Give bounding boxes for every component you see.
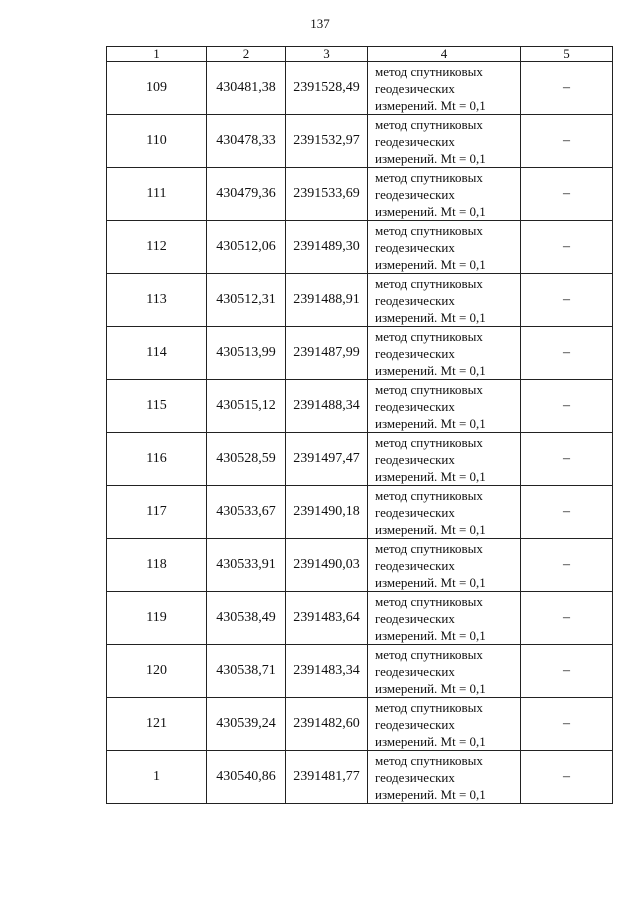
method-text-line: измерений. Mt = 0,1 xyxy=(375,733,486,749)
method-text-line: метод спутниковых xyxy=(375,328,483,344)
point-number-cell: 118 xyxy=(107,539,207,592)
table-row xyxy=(107,645,613,698)
point-number-cell: 116 xyxy=(107,433,207,486)
note-cell xyxy=(521,539,613,592)
x-coordinate-cell: 430479,36 xyxy=(207,168,286,221)
table-row xyxy=(107,168,613,221)
y-coordinate-cell: 2391483,64 xyxy=(286,592,368,645)
point-number-cell: 119 xyxy=(107,592,207,645)
x-coordinate-cell: 430533,91 xyxy=(207,539,286,592)
x-coordinate-cell: 430512,06 xyxy=(207,221,286,274)
method-cell xyxy=(368,592,521,645)
method-cell xyxy=(368,698,521,751)
point-number-cell: 110 xyxy=(107,115,207,168)
note-dash: – xyxy=(563,292,570,307)
note-cell xyxy=(521,62,613,115)
method-text-line: геодезических xyxy=(375,345,455,361)
note-cell xyxy=(521,115,613,168)
column-header: 1 xyxy=(107,47,207,62)
method-text-line: геодезических xyxy=(375,80,455,96)
method-text-line: измерений. Mt = 0,1 xyxy=(375,627,486,643)
note-cell xyxy=(521,327,613,380)
note-cell xyxy=(521,645,613,698)
note-cell xyxy=(521,698,613,751)
method-text-line: измерений. Mt = 0,1 xyxy=(375,574,486,590)
note-cell xyxy=(521,380,613,433)
y-coordinate-cell: 2391532,97 xyxy=(286,115,368,168)
y-coordinate-cell: 2391490,18 xyxy=(286,486,368,539)
method-cell xyxy=(368,168,521,221)
note-dash: – xyxy=(563,451,570,466)
method-text-line: геодезических xyxy=(375,610,455,626)
column-header: 4 xyxy=(368,47,521,62)
y-coordinate-cell: 2391528,49 xyxy=(286,62,368,115)
note-cell xyxy=(521,592,613,645)
method-text-line: метод спутниковых xyxy=(375,169,483,185)
note-dash: – xyxy=(563,663,570,678)
point-number-cell: 120 xyxy=(107,645,207,698)
x-coordinate-cell: 430538,49 xyxy=(207,592,286,645)
method-text-line: геодезических xyxy=(375,239,455,255)
method-text-line: измерений. Mt = 0,1 xyxy=(375,468,486,484)
method-text-line: измерений. Mt = 0,1 xyxy=(375,680,486,696)
point-number-cell: 109 xyxy=(107,62,207,115)
y-coordinate-cell: 2391533,69 xyxy=(286,168,368,221)
table-row xyxy=(107,115,613,168)
y-coordinate-cell: 2391482,60 xyxy=(286,698,368,751)
method-text-line: измерений. Mt = 0,1 xyxy=(375,97,486,113)
table-row xyxy=(107,327,613,380)
note-cell xyxy=(521,168,613,221)
note-dash: – xyxy=(563,769,570,784)
method-text-line: измерений. Mt = 0,1 xyxy=(375,786,486,802)
note-cell xyxy=(521,751,613,804)
x-coordinate-cell: 430539,24 xyxy=(207,698,286,751)
table-row xyxy=(107,486,613,539)
method-text-line: измерений. Mt = 0,1 xyxy=(375,362,486,378)
method-cell xyxy=(368,115,521,168)
column-header: 2 xyxy=(207,47,286,62)
method-text-line: метод спутниковых xyxy=(375,63,483,79)
point-number-cell: 113 xyxy=(107,274,207,327)
note-cell xyxy=(521,274,613,327)
coordinates-table xyxy=(106,46,613,804)
method-cell xyxy=(368,327,521,380)
method-cell xyxy=(368,221,521,274)
method-cell xyxy=(368,433,521,486)
x-coordinate-cell: 430533,67 xyxy=(207,486,286,539)
method-text-line: измерений. Mt = 0,1 xyxy=(375,415,486,431)
table-row xyxy=(107,592,613,645)
note-dash: – xyxy=(563,133,570,148)
method-text-line: геодезических xyxy=(375,557,455,573)
y-coordinate-cell: 2391483,34 xyxy=(286,645,368,698)
method-text-line: геодезических xyxy=(375,398,455,414)
note-cell xyxy=(521,433,613,486)
note-dash: – xyxy=(563,345,570,360)
method-text-line: измерений. Mt = 0,1 xyxy=(375,256,486,272)
table-row xyxy=(107,274,613,327)
method-cell xyxy=(368,62,521,115)
point-number-cell: 114 xyxy=(107,327,207,380)
note-cell xyxy=(521,486,613,539)
point-number-cell: 115 xyxy=(107,380,207,433)
method-text-line: метод спутниковых xyxy=(375,752,483,768)
method-text-line: метод спутниковых xyxy=(375,434,483,450)
y-coordinate-cell: 2391497,47 xyxy=(286,433,368,486)
x-coordinate-cell: 430478,33 xyxy=(207,115,286,168)
method-cell xyxy=(368,751,521,804)
note-dash: – xyxy=(563,186,570,201)
method-text-line: геодезических xyxy=(375,504,455,520)
method-text-line: метод спутниковых xyxy=(375,381,483,397)
y-coordinate-cell: 2391487,99 xyxy=(286,327,368,380)
method-text-line: метод спутниковых xyxy=(375,646,483,662)
note-dash: – xyxy=(563,80,570,95)
method-text-line: метод спутниковых xyxy=(375,487,483,503)
x-coordinate-cell: 430512,31 xyxy=(207,274,286,327)
y-coordinate-cell: 2391488,91 xyxy=(286,274,368,327)
x-coordinate-cell: 430515,12 xyxy=(207,380,286,433)
note-dash: – xyxy=(563,716,570,731)
point-number-cell: 117 xyxy=(107,486,207,539)
method-cell xyxy=(368,539,521,592)
x-coordinate-cell: 430540,86 xyxy=(207,751,286,804)
x-coordinate-cell: 430481,38 xyxy=(207,62,286,115)
point-number-cell: 111 xyxy=(107,168,207,221)
x-coordinate-cell: 430538,71 xyxy=(207,645,286,698)
table-row xyxy=(107,380,613,433)
method-text-line: измерений. Mt = 0,1 xyxy=(375,521,486,537)
point-number-cell: 112 xyxy=(107,221,207,274)
method-text-line: измерений. Mt = 0,1 xyxy=(375,150,486,166)
method-text-line: геодезических xyxy=(375,186,455,202)
y-coordinate-cell: 2391488,34 xyxy=(286,380,368,433)
y-coordinate-cell: 2391489,30 xyxy=(286,221,368,274)
table-row xyxy=(107,221,613,274)
point-number-cell: 121 xyxy=(107,698,207,751)
method-text-line: метод спутниковых xyxy=(375,699,483,715)
note-dash: – xyxy=(563,239,570,254)
method-text-line: геодезических xyxy=(375,716,455,732)
page-number: 137 xyxy=(310,16,330,31)
method-cell xyxy=(368,645,521,698)
x-coordinate-cell: 430513,99 xyxy=(207,327,286,380)
method-text-line: геодезических xyxy=(375,769,455,785)
method-text-line: геодезических xyxy=(375,663,455,679)
method-text-line: метод спутниковых xyxy=(375,116,483,132)
method-text-line: геодезических xyxy=(375,292,455,308)
method-text-line: геодезических xyxy=(375,133,455,149)
table-header-row xyxy=(107,47,613,62)
method-text-line: метод спутниковых xyxy=(375,222,483,238)
table-row xyxy=(107,539,613,592)
note-dash: – xyxy=(563,557,570,572)
x-coordinate-cell: 430528,59 xyxy=(207,433,286,486)
note-dash: – xyxy=(563,610,570,625)
table-row xyxy=(107,62,613,115)
y-coordinate-cell: 2391490,03 xyxy=(286,539,368,592)
y-coordinate-cell: 2391481,77 xyxy=(286,751,368,804)
method-text-line: метод спутниковых xyxy=(375,593,483,609)
column-header: 5 xyxy=(521,47,613,62)
method-text-line: измерений. Mt = 0,1 xyxy=(375,309,486,325)
note-cell xyxy=(521,221,613,274)
method-text-line: измерений. Mt = 0,1 xyxy=(375,203,486,219)
method-text-line: метод спутниковых xyxy=(375,275,483,291)
method-cell xyxy=(368,380,521,433)
table-row xyxy=(107,751,613,804)
point-number-cell: 1 xyxy=(107,751,207,804)
method-cell xyxy=(368,486,521,539)
table-row xyxy=(107,433,613,486)
table-row xyxy=(107,698,613,751)
method-text-line: метод спутниковых xyxy=(375,540,483,556)
column-header: 3 xyxy=(286,47,368,62)
note-dash: – xyxy=(563,398,570,413)
note-dash: – xyxy=(563,504,570,519)
method-text-line: геодезических xyxy=(375,451,455,467)
method-cell xyxy=(368,274,521,327)
